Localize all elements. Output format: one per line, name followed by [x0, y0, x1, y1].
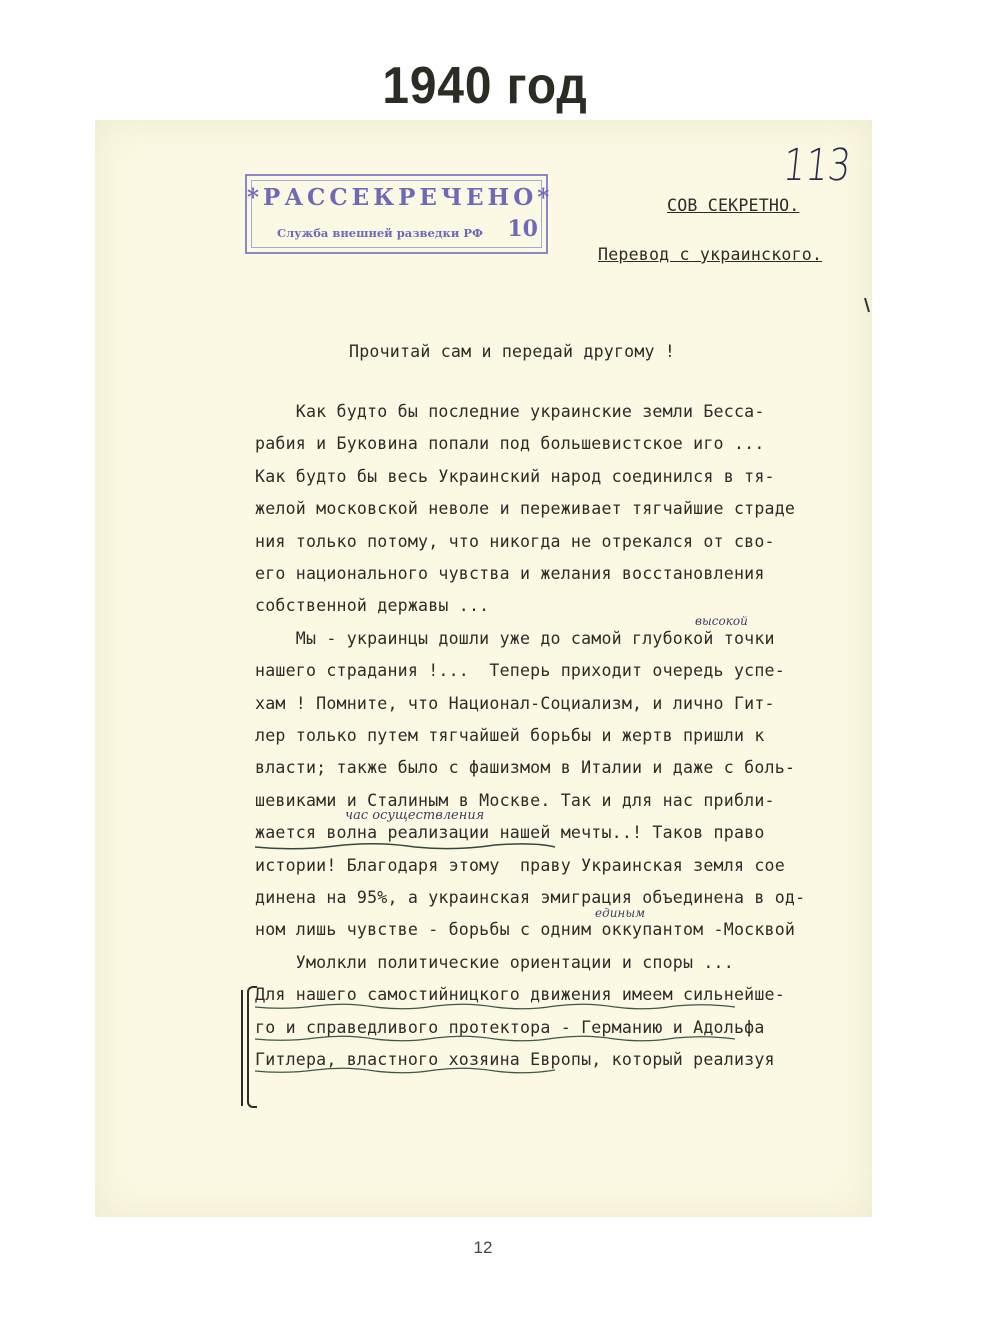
- body-line: нашего страдания !... Теперь приходит очередь успе-: [255, 661, 785, 681]
- body-line: Гитлера, властного хозяина Европы, который реализуя: [255, 1050, 775, 1069]
- body-line: лер только путем тягчайшей борьбы и жертв пришли к: [255, 726, 765, 745]
- stamp-service: Служба внешней разведки РФ: [277, 226, 483, 240]
- translation-note: Перевод с украинского.: [598, 245, 823, 264]
- body-line: го и справедливого протектора - Германию и Адольфа: [255, 1017, 765, 1037]
- body-line: ном лишь чувстве - борьбы с одним оккупантом -Москвой: [255, 920, 796, 940]
- year-title: 1940 год: [382, 57, 588, 115]
- body-line: собственной державы ...: [255, 596, 490, 616]
- body-line: Мы - украинцы дошли уже до самой глубокой точки: [255, 628, 775, 648]
- pen-marks: [95, 120, 872, 1217]
- body-line: динена на 95%, а украинская эмиграция объединена в од-: [255, 888, 806, 907]
- document-heading: Прочитай сам и передай другому !: [349, 342, 676, 361]
- body-line: Как будто бы весь Украинский народ соединился в тя-: [255, 466, 775, 486]
- body-line: Умолкли политические ориентации и споры ...: [255, 952, 734, 972]
- body-line: рабия и Буковина попали под большевистское иго ...: [255, 434, 765, 454]
- body-line: истории! Благодаря этому праву Украинская земля сое: [255, 855, 785, 875]
- stamp-number: 10: [507, 216, 538, 242]
- body-line: желой московской неволе и переживает тягчайшие страде: [255, 499, 796, 519]
- body-line: власти; также было с фашизмом в Италии и даже с боль-: [255, 758, 796, 778]
- page-number: 12: [473, 1238, 493, 1257]
- body-line: хам ! Помните, что Национал-Социализм, и лично Гит-: [255, 693, 775, 713]
- body-line: жается волна реализации нашей мечты..! Таков право: [255, 823, 765, 843]
- handwritten-annotation: единым: [595, 906, 646, 920]
- classification: СОВ СЕКРЕТНО.: [667, 196, 800, 215]
- stamp-word: *РАССЕКРЕЧЕНО*: [247, 184, 554, 211]
- body-line: шевиками и Сталиным в Москве. Так и для нас прибли-: [255, 790, 775, 810]
- handwritten-annotation: высокой: [695, 614, 748, 628]
- body-line: Для нашего самостийницкого движения имеем сильнейше-: [255, 985, 785, 1005]
- body-line: Как будто бы последние украинские земли Бесса-: [255, 402, 765, 421]
- archival-document: [95, 120, 872, 1217]
- handwritten-annotation: час осуществления: [345, 808, 485, 823]
- body-line: ния только потому, что никогда не отрекался от сво-: [255, 531, 775, 551]
- handwritten-page-number: 113: [780, 140, 854, 191]
- body-line: его национального чувства и желания восстановления: [255, 564, 765, 583]
